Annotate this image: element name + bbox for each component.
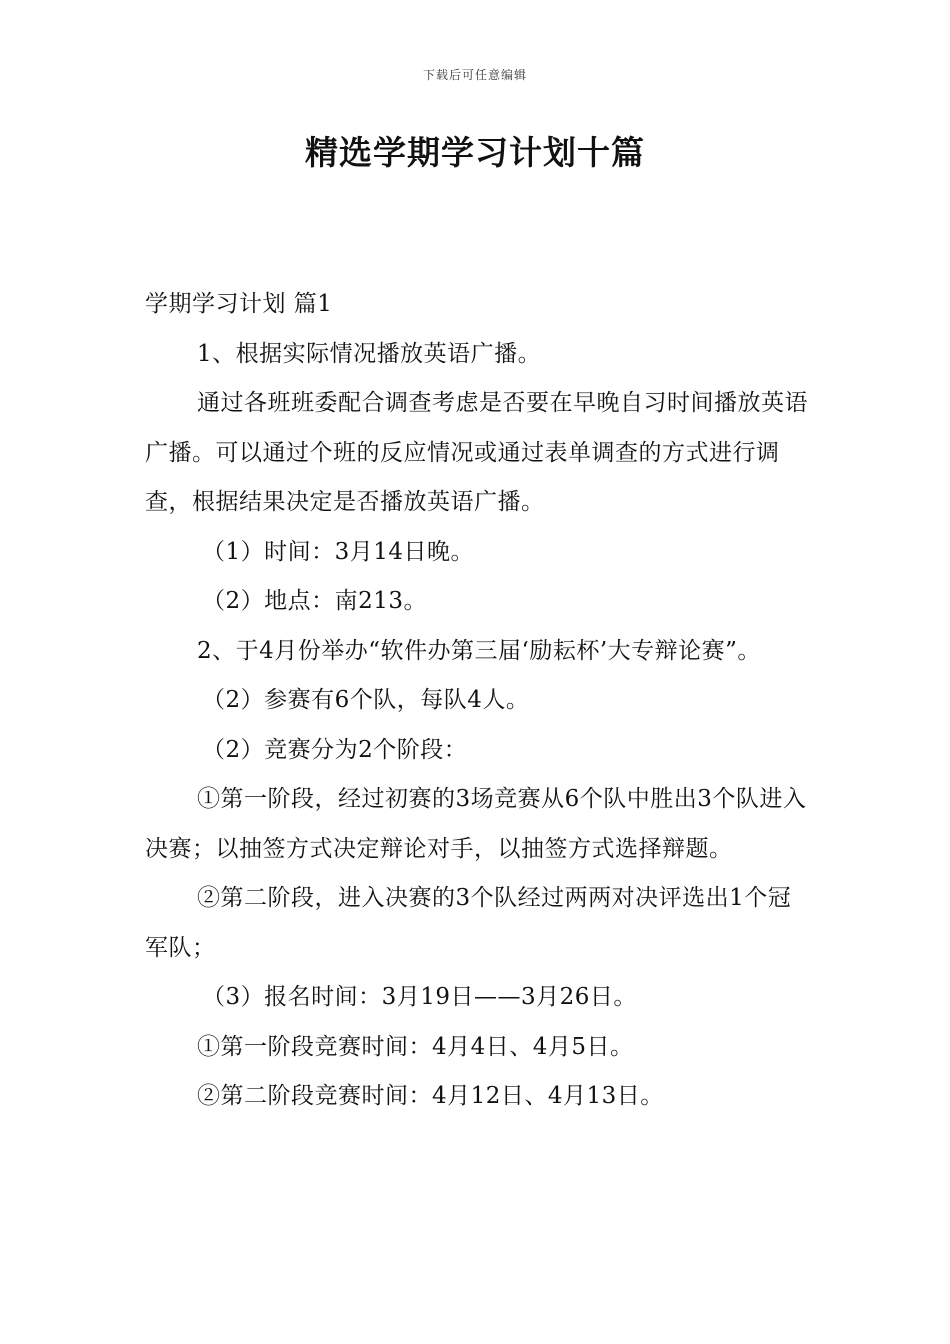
paragraph-location: （2）地点：南213。 <box>202 588 428 614</box>
document-title: 精选学期学习计划十篇 <box>305 133 645 172</box>
header-note: 下载后可任意编辑 <box>422 68 527 82</box>
paragraph-stage-one: ①第一阶段，经过初赛的3场竞赛从6个队中胜出3个队进入决赛；以抽签方式决定辩论对手，以抽签方式选择辩题。 <box>145 786 807 862</box>
paragraph-broadcast-item: 1、根据实际情况播放英语广播。 <box>197 340 542 367</box>
paragraph-stage-one-dates: ①第一阶段竞赛时间：4月4日、4月5日。 <box>197 1033 634 1060</box>
paragraph-teams: （2）参赛有6个队，每队4人。 <box>202 687 530 713</box>
paragraph-debate-item: 2、于4月份举办“软件办第三届‘励耘杯’大专辩论赛”。 <box>197 637 761 664</box>
document-body <box>145 280 810 1122</box>
paragraph-registration: （3）报名时间：3月19日——3月26日。 <box>202 984 637 1010</box>
paragraph-stage-two-dates: ②第二阶段竞赛时间：4月12日、4月13日。 <box>197 1083 664 1109</box>
paragraph-stage-two: ②第二阶段，进入决赛的3个队经过两两对决评选出1个冠军队； <box>145 885 792 961</box>
paragraph-time: （1）时间：3月14日晚。 <box>202 538 475 565</box>
paragraph-stages: （2）竞赛分为2个阶段： <box>202 736 468 763</box>
section-heading: 学期学习计划 篇1 <box>145 291 333 317</box>
paragraph-survey: 通过各班班委配合调查考虑是否要在早晚自习时间播放英语广播。可以通过个班的反应情况或通过表单调查的方式进行调查，根据结果决定是否播放英语广播。 <box>145 390 808 515</box>
